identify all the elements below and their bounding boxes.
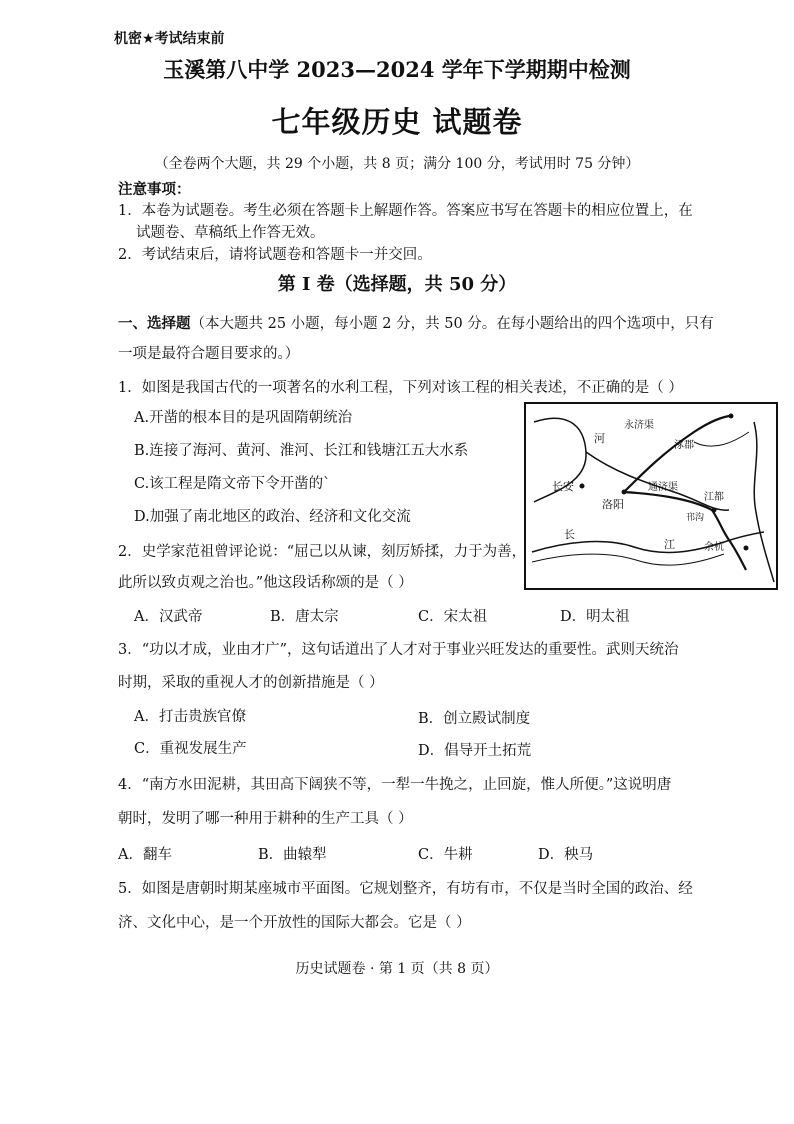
map-label-yuhang: 余杭 (704, 542, 724, 553)
page-footer: 历史试题卷 · 第 1 页（共 8 页） (295, 961, 499, 977)
map-label-hangou: 邗沟 (686, 513, 705, 523)
school-exam-line: 玉溪第八中学 2023—2024 学年下学期期中检测 (163, 57, 631, 82)
q4-option-b: B．曲辕犁 (258, 847, 327, 863)
q2-stem-line-1: 2．史学家范祖曾评论说：“屈己以从谏，刻厉矫揉，力于为善， (118, 544, 527, 560)
grand-canal-map (524, 402, 778, 590)
q4-option-a: A．翻车 (118, 847, 172, 863)
map-city-jiangdu (712, 508, 717, 513)
q3-option-a: A．打击贵族官僚 (134, 709, 246, 725)
q2-option-b: B．唐太宗 (270, 609, 339, 625)
q1-option-a: A.开凿的根本目的是巩固隋朝统治 (134, 410, 353, 426)
q4-option-c: C．牛耕 (418, 847, 473, 863)
q2-stem-line-2: 此所以致贞观之治也。”他这段话称颂的是（ ） (118, 575, 413, 591)
q1-option-d: D.加强了南北地区的政治、经济和文化交流 (134, 509, 411, 525)
map-label-tongjiqu: 通济渠 (648, 482, 678, 493)
q2-option-c: C．宋太祖 (418, 609, 488, 625)
q1-option-b: B.连接了海河、黄河、淮河、长江和钱塘江五大水系 (134, 443, 469, 459)
q4-stem-line-1: 4．“南方水田泥耕，其田高下阔狭不等，一犁一牛挽之，止回旋，惟人所便。”这说明唐 (118, 777, 672, 793)
q3-stem-line-2: 时期，采取的重视人才的创新措施是（ ） (118, 675, 384, 691)
map-label-changan: 长安 (552, 480, 574, 493)
notes-heading: 注意事项： (118, 181, 191, 198)
q3-option-d: D．倡导开土拓荒 (418, 743, 532, 759)
note-1-line-1: 1．本卷为试题卷。考生必须在答题卡上解题作答。答案应书写在答题卡的相应位置上，在 (118, 203, 693, 219)
q3-stem-line-1: 3．“功以才成，业由才广”，这句话道出了人才对于事业兴旺发达的重要性。武则天统治 (118, 642, 679, 658)
q3-option-c: C．重视发展生产 (134, 741, 247, 757)
map-label-chang: 长 (564, 528, 575, 541)
section-intro-line-1 (118, 312, 714, 333)
q5-stem-line-2: 济、文化中心，是一个开放性的国际大都会。它是（ ） (118, 915, 471, 931)
map-label-jiangdu: 江都 (704, 492, 724, 503)
q3-option-b: B．创立殿试制度 (418, 711, 531, 727)
q5-stem-line-1: 5．如图是唐朝时期某座城市平面图。它规划整齐，有坊有市，不仅是当时全国的政治、经 (118, 881, 693, 897)
map-label-jiang: 江 (664, 538, 675, 551)
q1-option-c: C.该工程是隋文帝下令开凿的` (134, 476, 331, 492)
exam-info: （全卷两个大题，共 29 个小题，共 8 页；满分 100 分，考试用时 75 分钟） (154, 156, 640, 172)
exam-title: 七年级历史 试题卷 (271, 105, 523, 139)
section-label: 一、选择题 (118, 315, 191, 332)
q2-option-d: D．明太祖 (560, 609, 630, 625)
map-label-luoyang: 洛阳 (602, 498, 624, 511)
section-desc: （本大题共 25 小题，每小题 2 分，共 50 分。在每小题给出的四个选项中，只有 (190, 316, 714, 332)
map-city-zhuojun (729, 414, 734, 419)
secret-mark: 机密★考试结束前 (114, 31, 225, 47)
note-2: 2．考试结束后，请将试题卷和答题卡一并交回。 (118, 247, 432, 263)
q2-option-a: A．汉武帝 (134, 609, 203, 625)
map-city-changan (580, 484, 585, 489)
map-label-zhuojun: 涿郡 (674, 440, 694, 451)
map-city-luoyang (622, 490, 627, 495)
q4-option-d: D．秧马 (538, 847, 594, 863)
note-1-line-2: 试题卷、草稿纸上作答无效。 (136, 225, 325, 241)
section-intro-line-2: 一项是最符合题目要求的。） (118, 346, 300, 362)
part-1-title: 第 Ⅰ 卷（选择题，共 50 分） (277, 274, 517, 295)
q1-stem: 1．如图是我国古代的一项著名的水利工程，下列对该工程的相关表述，不正确的是（ ） (118, 380, 683, 396)
map-label-he: 河 (594, 432, 605, 445)
map-label-yongjiqu: 永济渠 (624, 420, 654, 431)
q4-stem-line-2: 朝时，发明了哪一种用于耕种的生产工具（ ） (118, 811, 413, 827)
map-city-yuhang (744, 546, 749, 551)
